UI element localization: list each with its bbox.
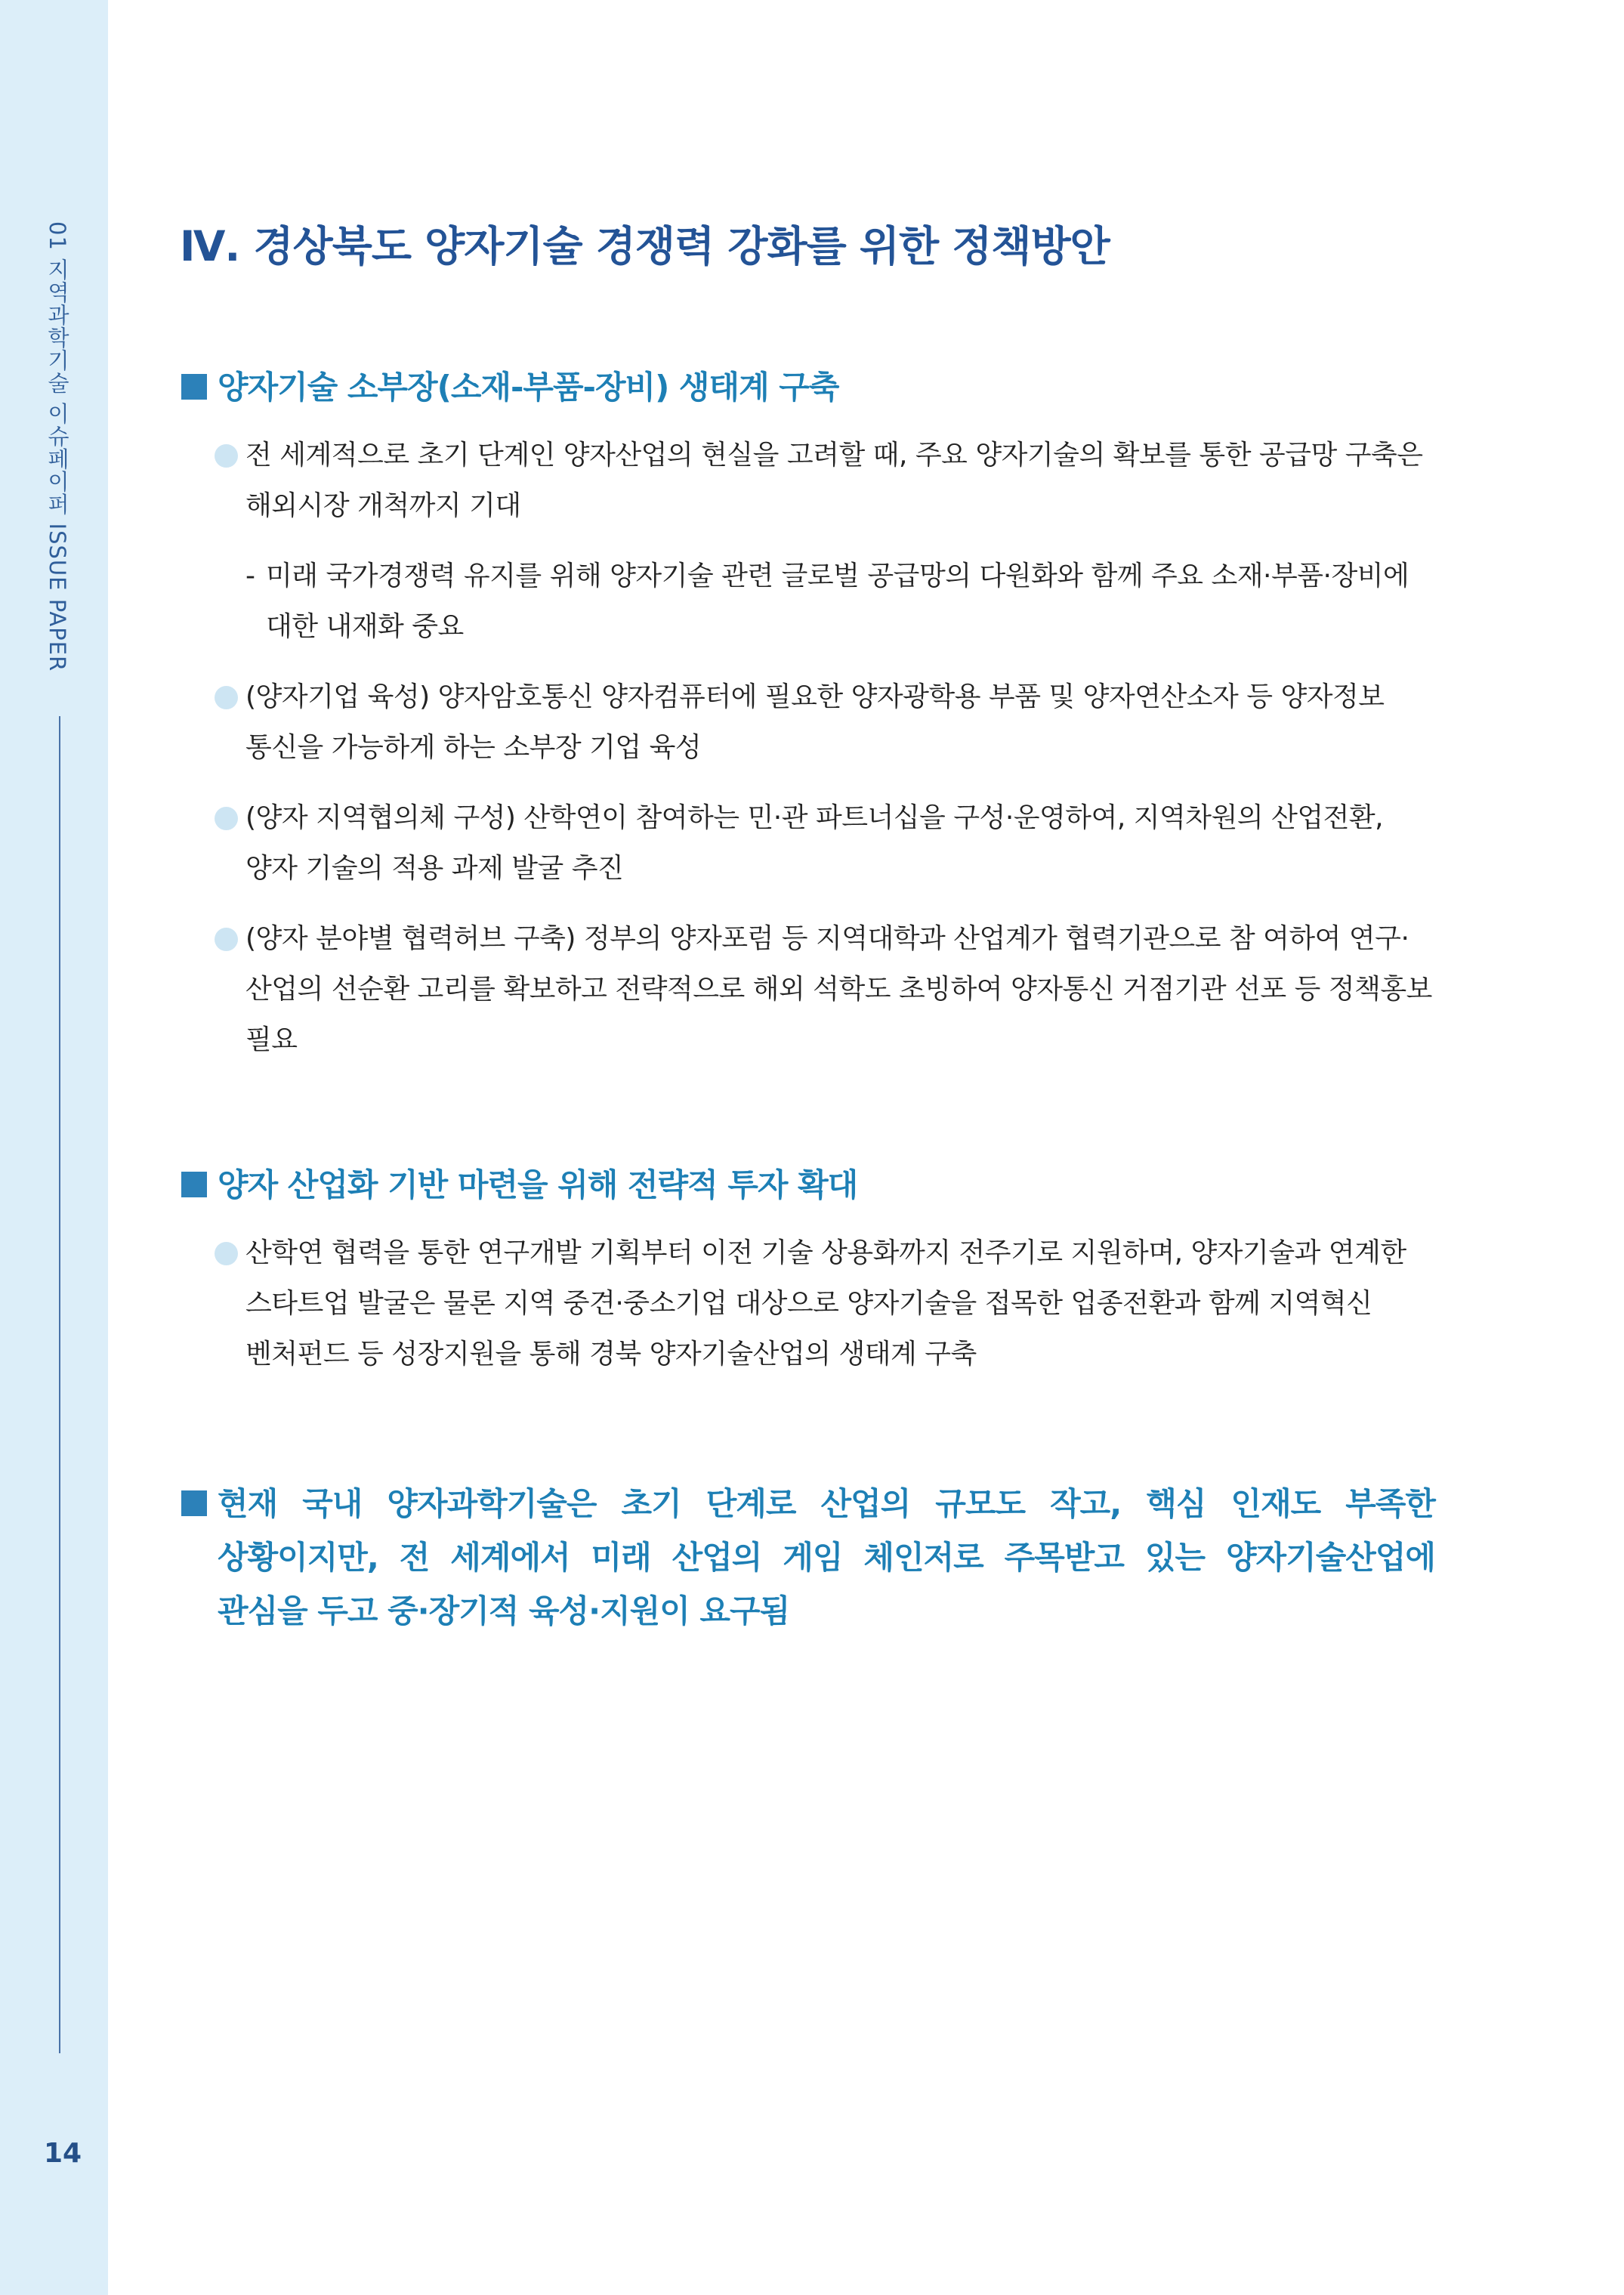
page-number: 14 — [44, 2138, 82, 2169]
bullet-item — [181, 1228, 1435, 1379]
square-bullet-icon — [181, 374, 207, 400]
sub-bullet-text: 미래 국가경쟁력 유지를 위해 양자기술 관련 글로벌 공급망의 다원화와 함께 주요 소재·부품·장비에 대한 내재화 중요 — [266, 561, 1409, 642]
section-heading-text: 양자기술 소부장(소재-부품-장비) 생태계 구축 — [218, 369, 839, 406]
bullet-text: 전 세계적으로 초기 단계인 양자산업의 현실을 고려할 때, 주요 양자기술의 확보를 통한 공급망 구축은 해외시장 개척까지 기대 — [245, 440, 1423, 521]
bullet-text: (양자 분야별 협력허브 구축) 정부의 양자포럼 등 지역대학과 산업계가 협력기관으로 참 여하여 연구·산업의 선순환 고리를 확보하고 전략적으로 해외 석학도 초빙하여 양자통신 거점기관 선포 등 정책홍보 필요 — [245, 923, 1432, 1055]
bullet-text: (양자 지역협의체 구성) 산학연이 참여하는 민·관 파트너십을 구성·운영하여, 지역차원의 산업전환, 양자 기술의 적용 과제 발굴 추진 — [245, 802, 1384, 884]
side-divider-line — [59, 716, 60, 2053]
bullet-item — [181, 792, 1435, 894]
conclusion-statement — [181, 1477, 1435, 1638]
dash-icon: - — [245, 561, 255, 592]
circle-bullet-icon — [215, 444, 238, 468]
section-heading-text: 양자 산업화 기반 마련을 위해 전략적 투자 확대 — [218, 1166, 858, 1203]
bullet-item — [181, 672, 1435, 773]
page-title: Ⅳ. 경상북도 양자기술 경쟁력 강화를 위한 정책방안 — [180, 222, 1110, 270]
section-heading — [181, 360, 1435, 415]
circle-bullet-icon — [215, 1242, 238, 1265]
bullet-text: 산학연 협력을 통한 연구개발 기획부터 이전 기술 상용화까지 전주기로 지원하며, 양자기술과 연계한 스타트업 발굴은 물론 지역 중견·중소기업 대상으로 양자기술을 접목한 업종전환과 함께 지역혁신 벤처펀드 등 성장지원을 통해 경북 양자기술산업의 생태계 구축 — [245, 1237, 1406, 1370]
bullet-item — [181, 913, 1435, 1065]
circle-bullet-icon — [215, 807, 238, 830]
section-investment — [181, 1158, 1435, 1379]
section-supply-chain — [181, 360, 1435, 1065]
sub-bullet-item — [181, 551, 1435, 652]
circle-bullet-icon — [215, 928, 238, 951]
conclusion-text: 현재 국내 양자과학기술은 초기 단계로 산업의 규모도 작고, 핵심 인재도 부족한 상황이지만, 전 세계에서 미래 산업의 게임 체인저로 주목받고 있는 양자기술산업에 관심을 두고 중·장기적 육성·지원이 요구됨 — [218, 1485, 1435, 1629]
section-heading — [181, 1158, 1435, 1212]
bullet-text: (양자기업 육성) 양자암호통신 양자컴퓨터에 필요한 양자광학용 부품 및 양자연산소자 등 양자정보 통신을 가능하게 하는 소부장 기업 육성 — [245, 681, 1385, 763]
bullet-item — [181, 430, 1435, 531]
circle-bullet-icon — [215, 686, 238, 709]
square-bullet-icon — [181, 1490, 207, 1516]
running-header: 01 지역과학기술 이슈페이퍼 ISSUE PAPER — [45, 221, 70, 672]
square-bullet-icon — [181, 1172, 207, 1197]
